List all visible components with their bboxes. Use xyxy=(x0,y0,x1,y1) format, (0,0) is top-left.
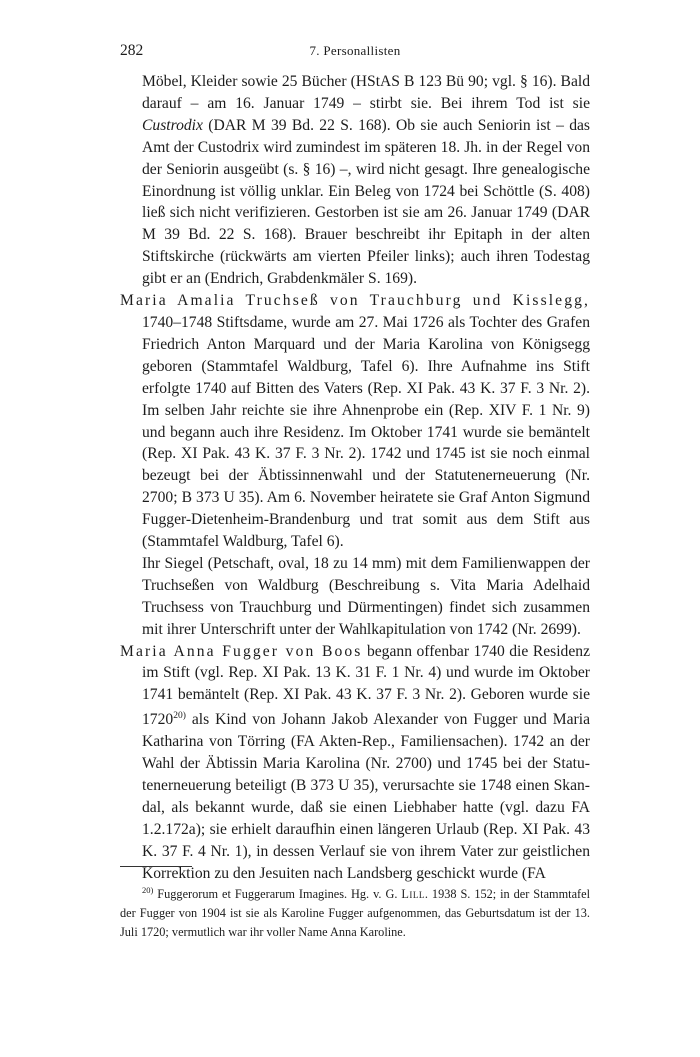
page-number: 282 xyxy=(120,42,144,59)
footnote-reference[interactable]: 20) xyxy=(173,711,186,722)
footnote-marker: 20) xyxy=(142,885,154,895)
entry-maria-amalia xyxy=(120,290,590,641)
running-title: 7. Personallisten xyxy=(309,43,401,58)
text-run: 1740–1748 Stiftsdame, wurde am 27. Mai 1726 als Tochter des Grafen Friedrich Anton Marquard und der Maria Karolina von Königsegg geboren (Stammtafel Waldburg, Tafel 6). Ihre Aufnahme ins Stift erfolgte 1740 auf Bitten des Vaters (Rep. XI Pak. 43 K. 37 F. 3 Nr. 2). Im selben Jahr reichte sie ihre Ahnenprobe ein (Rep. XIV F. 1 Nr. 9) und begann auch ihre Residenz. Im Oktober 1741 wurde sie bemäntelt (Rep. XI Pak. 43 K. 37 F. 3 Nr. 2). 1742 und 1745 ist sie noch einmal bezeugt bei der Äbtissinnenwahl und der Statutenerneuerung (Nr. 2700; B 373 U 35). Am 6. November heiratete sie Graf Anton Sigmund Fugger-Dietenheim-Brandenburg und trat somit aus dem Stift aus (Stammtafel Waldburg, Tafel 6). xyxy=(142,313,590,551)
paragraph xyxy=(120,641,590,885)
page-header xyxy=(120,42,590,62)
paragraph xyxy=(120,290,590,553)
text-run: Ihr Siegel (Petschaft, oval, 18 zu 14 mm) mit dem Familienwappen der Truchseßen von Waldburg (Beschreibung s. Vita Maria Adelhaid Truchsess von Trauchburg und Dürmentingen) findet sich zusammen mit ihrer Unterschrift unter der Wahlkapitulation von 1742 (Nr. 2699). xyxy=(142,554,590,638)
text-run: . 1938 S. 152; in der Stammtafel der Fugger von 1904 ist sie als Karoline Fugger aufgenommen, das Geburtsdatum ist der 13. Juli 1720; vermutlich war ihr voller Name Anna Karoline. xyxy=(120,887,590,940)
text-run: als Kind von Johann Jakob Alexander von Fugger und Maria Katharina von Törring (FA Akten-Rep., Familiensachen). 1742 an der Wahl der Äbtissin Maria Karolina (Nr. 2700) und 1745 bei der Statutenerneuerung beteiligt (B 373 U 35), verursachte sie 1748 einen Skandal, als bekannt wurde, daß sie einen Liebhaber hatte (vgl. dazu FA 1.2.172a); sie erhielt daraufhin einen längeren Urlaub (Rep. XI Pak. 43 K. 37 F. 4 Nr. 1), in dessen Verlauf sie von ihrem Vater zur geistlichen Korrektion zu den Jesuiten nach Landsberg geschickt wurde (FA xyxy=(142,711,590,882)
person-name: Maria Anna Fugger von Boos xyxy=(120,642,363,660)
italic-term: Custrodix xyxy=(142,116,203,134)
main-text xyxy=(120,71,590,885)
text-run: begann offenbar 1740 die Residenz im Stift (vgl. Rep. XI Pak. 13 K. 31 F. 1 Nr. 4) und wurde im Oktober 1741 bemäntelt (Rep. XI Pak. 43 K. 37 F. 3 Nr. 2). Geboren wurde sie 1720 xyxy=(142,642,590,729)
footnote xyxy=(120,881,590,943)
small-caps-name: Lill xyxy=(401,887,425,901)
footnote-divider xyxy=(120,866,192,867)
text-run: (DAR M 39 Bd. 22 S. 168). Ob sie auch Seniorin ist – das Amt der Custodrix wird zumindest im späteren 18. Jh. in der Regel von der Seniorin ausgeübt (s. § 16) –, wird nicht gesagt. Ihre genealogische Einordnung ist völlig unklar. Ein Beleg von 1724 bei Schöttle (S. 408) ließ sich nicht verifizieren. Gestorben ist sie am 26. Januar 1749 (DAR M 39 Bd. 22 S. 168). Brauer beschreibt ihr Epitaph in der alten Stiftskirche (rückwärts am vierten Pfeiler links); auch ihren Todestag gibt er an (Endrich, Grabdenkmäler S. 169). xyxy=(142,116,590,288)
person-name: Maria Amalia Truchseß von Trauchburg und Kisslegg, xyxy=(120,292,590,310)
entry-continued xyxy=(120,71,590,290)
paragraph xyxy=(120,553,590,641)
entry-maria-anna xyxy=(120,641,590,885)
text-run: Möbel, Kleider sowie 25 Bücher (HStAS B 123 Bü 90; vgl. § 16). Bald darauf – am 16. Januar 1749 – stirbt sie. Bei ihrem Tod ist sie xyxy=(142,73,590,112)
paragraph xyxy=(120,71,590,290)
text-run: Fuggerorum et Fuggerarum Imagines. Hg. v. G. xyxy=(157,887,398,901)
